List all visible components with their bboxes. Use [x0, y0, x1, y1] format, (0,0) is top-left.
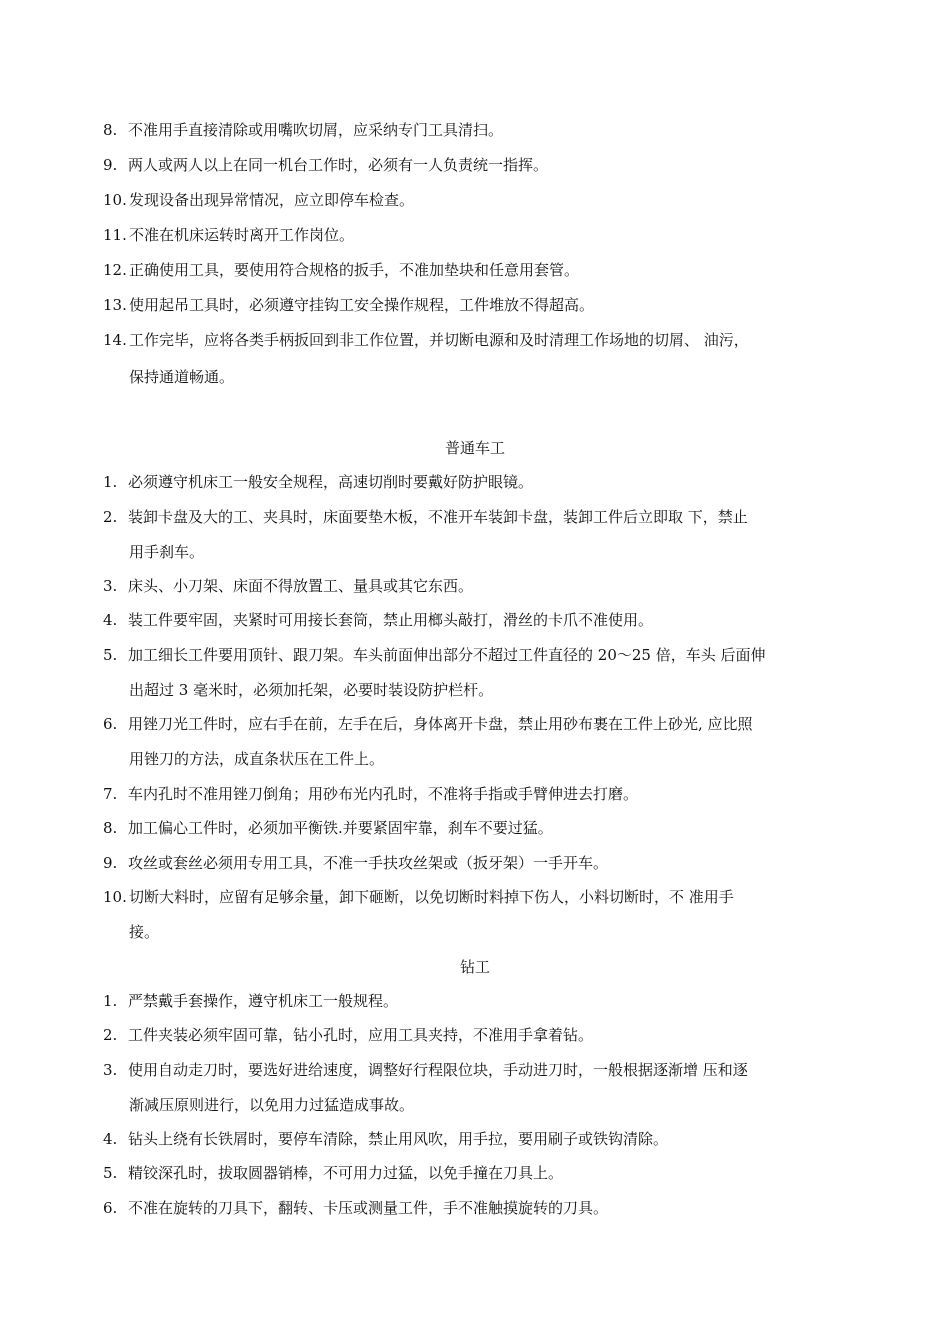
item-number: 8.: [103, 819, 118, 837]
list-item: [103, 984, 843, 1018]
item-text: 严禁戴手套操作，遵守机床工一般规程。: [128, 992, 399, 1010]
list-item: [103, 288, 843, 322]
item-text: 加工偏心工件时，必须加平衡铁.并要紧固牢靠，刹车不要过猛。: [128, 819, 553, 837]
item-text: 不准在机床运转时离开工作岗位。: [129, 226, 355, 244]
list-item: [103, 148, 843, 182]
list-item: [103, 323, 843, 357]
item-number: 7.: [103, 785, 118, 803]
item-continuation: 渐减压原则进行，以免用力过猛造成事故。: [129, 1096, 415, 1114]
item-text: 加工细长工件要用顶针、跟刀架。车头前面伸出部分不超过工件直径的 20〜25 倍，车头 后面伸: [128, 646, 766, 664]
list-item: [103, 253, 843, 287]
item-continuation: 用锉刀的方法，成直条状压在工件上。: [129, 750, 385, 768]
list-item: [103, 465, 843, 499]
item-text: 正确使用工具，要使用符合规格的扳手，不准加垫块和任意用套管。: [129, 261, 580, 279]
list-item: [103, 569, 843, 603]
list-item: [103, 811, 843, 845]
list-item: [103, 1122, 843, 1156]
item-number: 9.: [103, 854, 118, 872]
item-continuation: 出超过 3 毫米时，必须加托架，必要时装设防护栏杆。: [129, 681, 494, 699]
list-item: [103, 218, 843, 252]
list-item: [103, 1053, 843, 1087]
item-text: 使用起吊工具时，必须遵守挂钩工安全操作规程，工件堆放不得超高。: [129, 296, 595, 314]
section-title-lathe: 普通车工: [444, 439, 505, 457]
item-continuation: 用手刹车。: [129, 543, 205, 561]
item-text: 钻头上绕有长铁屑时，要停车清除，禁止用风吹，用手拉，要用刷子或铁钩清除。: [128, 1130, 669, 1148]
item-number: 10.: [103, 191, 127, 209]
item-number: 3.: [103, 577, 118, 595]
item-text: 工件夹装必须牢固可靠，钻小孔时，应用工具夹持，不准用手拿着钻。: [128, 1026, 594, 1044]
list-item: [103, 707, 843, 741]
list-item: [103, 880, 843, 914]
item-number: 2.: [103, 1026, 118, 1044]
item-number: 12.: [103, 261, 127, 279]
item-text: 两人或两人以上在同一机台工作时，必须有一人负责统一指挥。: [128, 156, 549, 174]
list-item: [103, 183, 843, 217]
item-text: 用锉刀光工件时，应右手在前，左手在后，身体离开卡盘，禁止用砂布裹在工件上砂光, 应比照: [128, 715, 753, 733]
item-number: 4.: [103, 1130, 118, 1148]
item-number: 3.: [103, 1061, 118, 1079]
item-number: 14.: [103, 331, 127, 349]
list-item: [103, 1191, 843, 1225]
list-item: [103, 1156, 843, 1190]
item-number: 13.: [103, 296, 127, 314]
list-item: [103, 638, 843, 672]
list-item: [103, 1018, 843, 1052]
item-number: 9.: [103, 156, 118, 174]
item-number: 6.: [103, 715, 118, 733]
item-number: 2.: [103, 508, 118, 526]
item-number: 4.: [103, 611, 118, 629]
item-text: 工作完毕，应将各类手柄扳回到非工作位置，并切断电源和及时清理工作场地的切屑、 油污，: [129, 331, 749, 349]
list-item: [103, 603, 843, 637]
item-number: 5.: [103, 646, 118, 664]
item-number: 1.: [103, 992, 118, 1010]
item-number: 11.: [103, 226, 127, 244]
item-text: 不准在旋转的刀具下，翻转、卡压或测量工件，手不准触摸旋转的刀具。: [128, 1199, 609, 1217]
item-text: 使用自动走刀时，要选好进给速度，调整好行程限位块，手动进刀时，一般根据逐渐增 压和逐: [128, 1061, 748, 1079]
item-continuation: 保持通道畅通。: [129, 368, 235, 386]
item-number: 10.: [103, 888, 127, 906]
item-continuation: 接。: [129, 923, 160, 941]
item-text: 必须遵守机床工一般安全规程，高速切削时要戴好防护眼镜。: [128, 473, 534, 491]
list-item: [103, 777, 843, 811]
list-item: [103, 846, 843, 880]
item-text: 不准用手直接清除或用嘴吹切屑，应采纳专门工具清扫。: [128, 121, 504, 139]
list-item: [103, 113, 843, 147]
item-text: 精铰深孔时，拔取圆器销棒，不可用力过猛，以免手撞在刀具上。: [128, 1164, 564, 1182]
item-number: 5.: [103, 1164, 118, 1182]
item-number: 8.: [103, 121, 118, 139]
item-text: 车内孔时不准用锉刀倒角；用砂布光内孔时，不准将手指或手臂伸进去打磨。: [128, 785, 639, 803]
item-text: 发现设备出现异常情况，应立即停车检查。: [129, 191, 415, 209]
item-number: 6.: [103, 1199, 118, 1217]
item-text: 床头、小刀架、床面不得放置工、量具或其它东西。: [128, 577, 474, 595]
section-title-drill: 钻工: [459, 958, 490, 976]
item-text: 装卸卡盘及大的工、夹具时，床面要垫木板，不准开车装卸卡盘，装卸工件后立即取 下，禁止: [128, 508, 748, 526]
item-number: 1.: [103, 473, 118, 491]
item-text: 攻丝或套丝必须用专用工具，不准一手扶攻丝架或（扳牙架）一手开车。: [128, 854, 609, 872]
item-text: 切断大料时，应留有足够余量，卸下砸断，以免切断时料掉下伤人，小料切断时，不 准用手: [129, 888, 734, 906]
list-item: [103, 500, 843, 534]
item-text: 装工件要牢固，夹紧时可用接长套筒，禁止用榔头敲打，滑丝的卡爪不准使用。: [128, 611, 654, 629]
